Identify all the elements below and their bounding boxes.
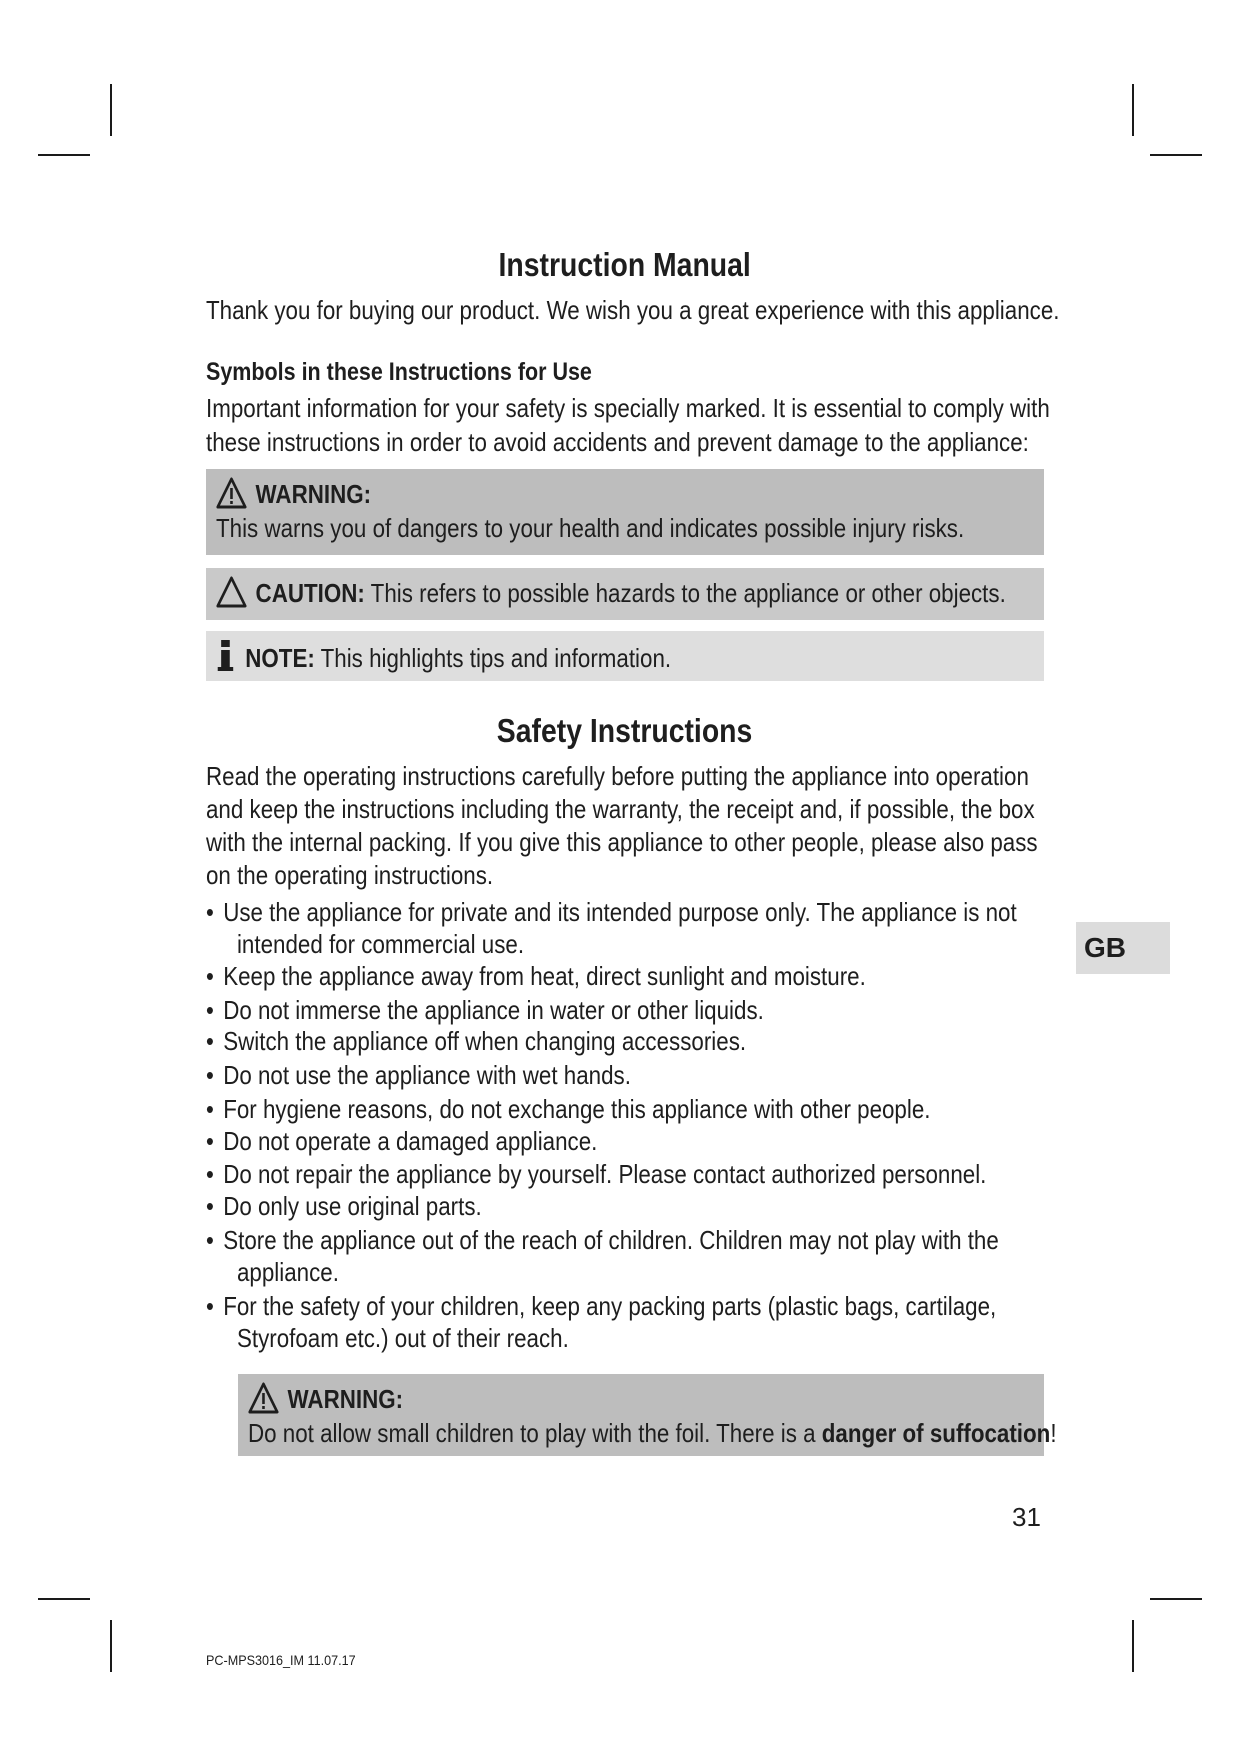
crop-mark [1150,154,1202,156]
warning-label: WARNING: [287,1384,404,1414]
safety-para-line: with the internal packing. If you give this appliance to other people, please also pass [206,827,1038,857]
safety-para-line: and keep the instructions including the warranty, the receipt and, if possible, the box [206,794,1035,824]
list-item: • Do not use the appliance with wet hands. [206,1060,631,1090]
safety-para-line: on the operating instructions. [206,860,494,890]
crop-mark [1132,84,1134,136]
list-item: • Do not repair the appliance by yourself. Please contact authorized personnel. [206,1159,987,1189]
note-text: This highlights tips and information. [314,643,672,673]
caution-box [206,568,1044,620]
note-box [206,631,1044,681]
list-item: • Store the appliance out of the reach of children. Children may not play with the appliance. [206,1225,999,1287]
caution-triangle-icon [216,576,247,608]
safety-para-line: Read the operating instructions carefully before putting the appliance into operation [206,761,1029,791]
list-item: • Do not operate a damaged appliance. [206,1126,598,1156]
intro-text: Thank you for buying our product. We wish you a great experience with this appliance. [206,295,1060,325]
symbols-text-line: these instructions in order to avoid accidents and prevent damage to the appliance: [206,427,1029,457]
warning-triangle-icon [248,1382,279,1414]
warning-box [206,469,1044,555]
list-item: • Switch the appliance off when changing accessories. [206,1026,747,1056]
info-icon [216,639,235,673]
safety-heading: Safety Instructions [497,712,753,749]
crop-mark [1150,1598,1202,1600]
caution-text: This refers to possible hazards to the appliance or other objects. [364,578,1006,608]
page-title: Instruction Manual [498,246,752,283]
foil-warning-text: Do not allow small children to play with the foil. There is a danger of suffocation! [248,1418,1057,1448]
list-item: • Use the appliance for private and its intended purpose only. The appliance is not intended for commercial use. [206,897,1017,959]
danger-emphasis: danger of suffocation [821,1418,1051,1448]
list-item: • Keep the appliance away from heat, direct sunlight and moisture. [206,961,866,991]
footer-code: PC-MPS3016_IM 11.07.17 [206,1652,356,1668]
crop-mark [1132,1620,1134,1672]
list-item: • Do only use original parts. [206,1191,482,1221]
language-tab: GB [1076,922,1170,974]
crop-mark [110,1620,112,1672]
crop-mark [110,84,112,136]
list-item: • For the safety of your children, keep any packing parts (plastic bags, cartilage, Styrofoam etc.) out of their reach. [206,1291,997,1353]
symbols-heading: Symbols in these Instructions for Use [206,358,592,386]
symbols-text-line: Important information for your safety is specially marked. It is essential to comply with [206,393,1050,423]
caution-label: CAUTION: [255,578,365,608]
note-label: NOTE: [245,643,315,673]
crop-mark [38,154,90,156]
warning-triangle-icon [216,477,247,509]
warning-label: WARNING: [255,479,372,509]
crop-mark [38,1598,90,1600]
foil-warning-box [238,1374,1057,1456]
page-number: 31 [1012,1502,1041,1532]
warning-text: This warns you of dangers to your health and indicates possible injury risks. [216,513,965,543]
list-item: • For hygiene reasons, do not exchange this appliance with other people. [206,1094,931,1124]
list-item: • Do not immerse the appliance in water or other liquids. [206,995,764,1025]
